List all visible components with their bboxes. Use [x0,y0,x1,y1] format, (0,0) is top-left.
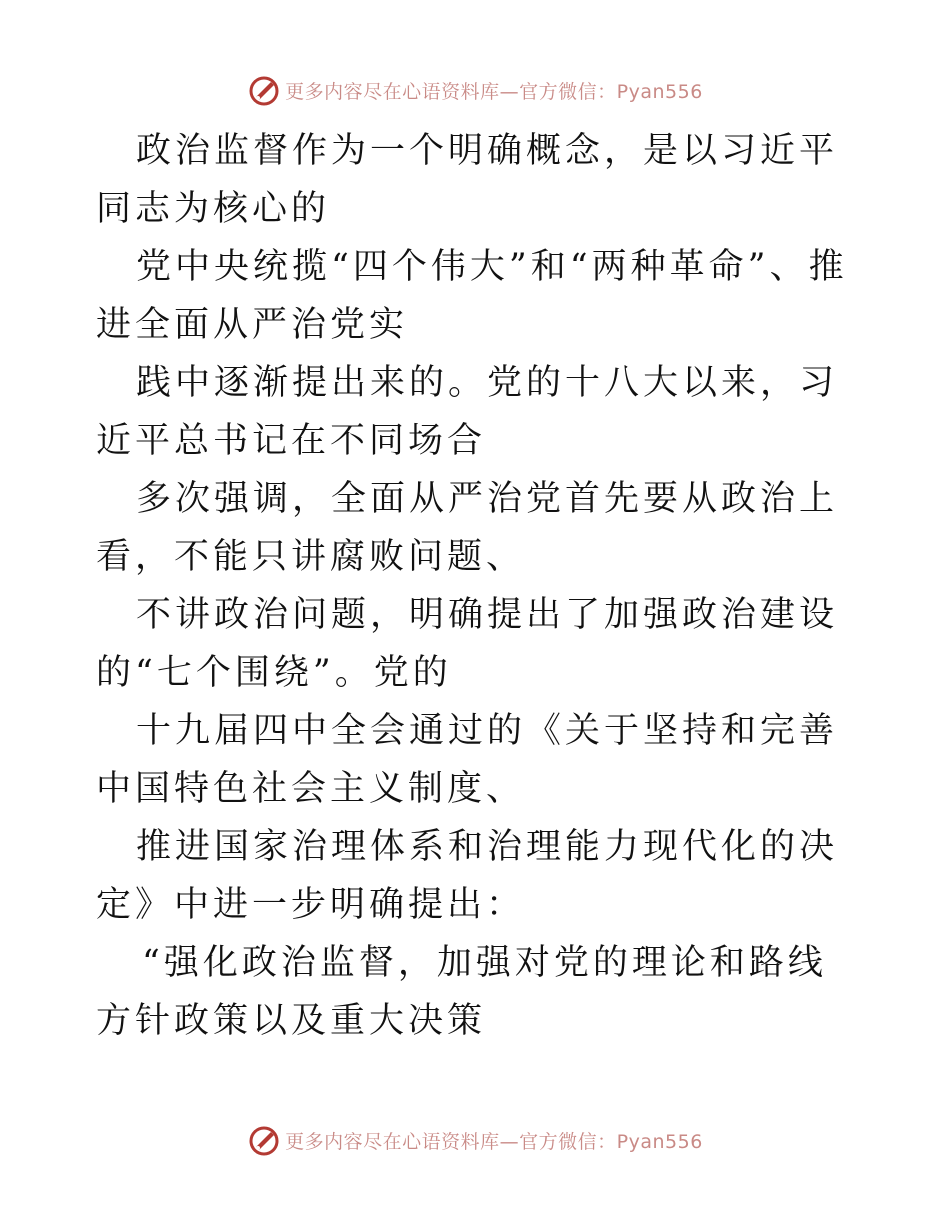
paragraph: 十九届四中全会通过的《关于坚持和完善中国特色社会主义制度、 [96,711,839,809]
paragraph: 践中逐渐提出来的。党的十八大以来，习近平总书记在不同场合 [96,363,839,461]
document-body [96,122,856,1050]
paragraph: 党中央统揽“四个伟大”和“两种革命”、推进全面从严治党实 [96,247,848,345]
header-watermark [0,70,950,110]
header-watermark-text: 更多内容尽在心语资料库—官方微信：Pyan556 [285,80,703,103]
pen-circle-icon [247,1123,281,1157]
paragraph: 政治监督作为一个明确概念，是以习近平同志为核心的 [96,131,839,229]
pen-circle-icon [247,73,281,107]
footer-watermark-text: 更多内容尽在心语资料库—官方微信：Pyan556 [285,1130,703,1153]
paragraph: “强化政治监督，加强对党的理论和路线方针政策以及重大决策 [96,943,827,1041]
footer-watermark [0,1120,950,1160]
paragraph: 不讲政治问题，明确提出了加强政治建设的“七个围绕”。党的 [96,595,839,693]
paragraph: 多次强调，全面从严治党首先要从政治上看，不能只讲腐败问题、 [96,479,839,577]
paragraph: 推进国家治理体系和治理能力现代化的决定》中进一步明确提出： [96,827,839,925]
